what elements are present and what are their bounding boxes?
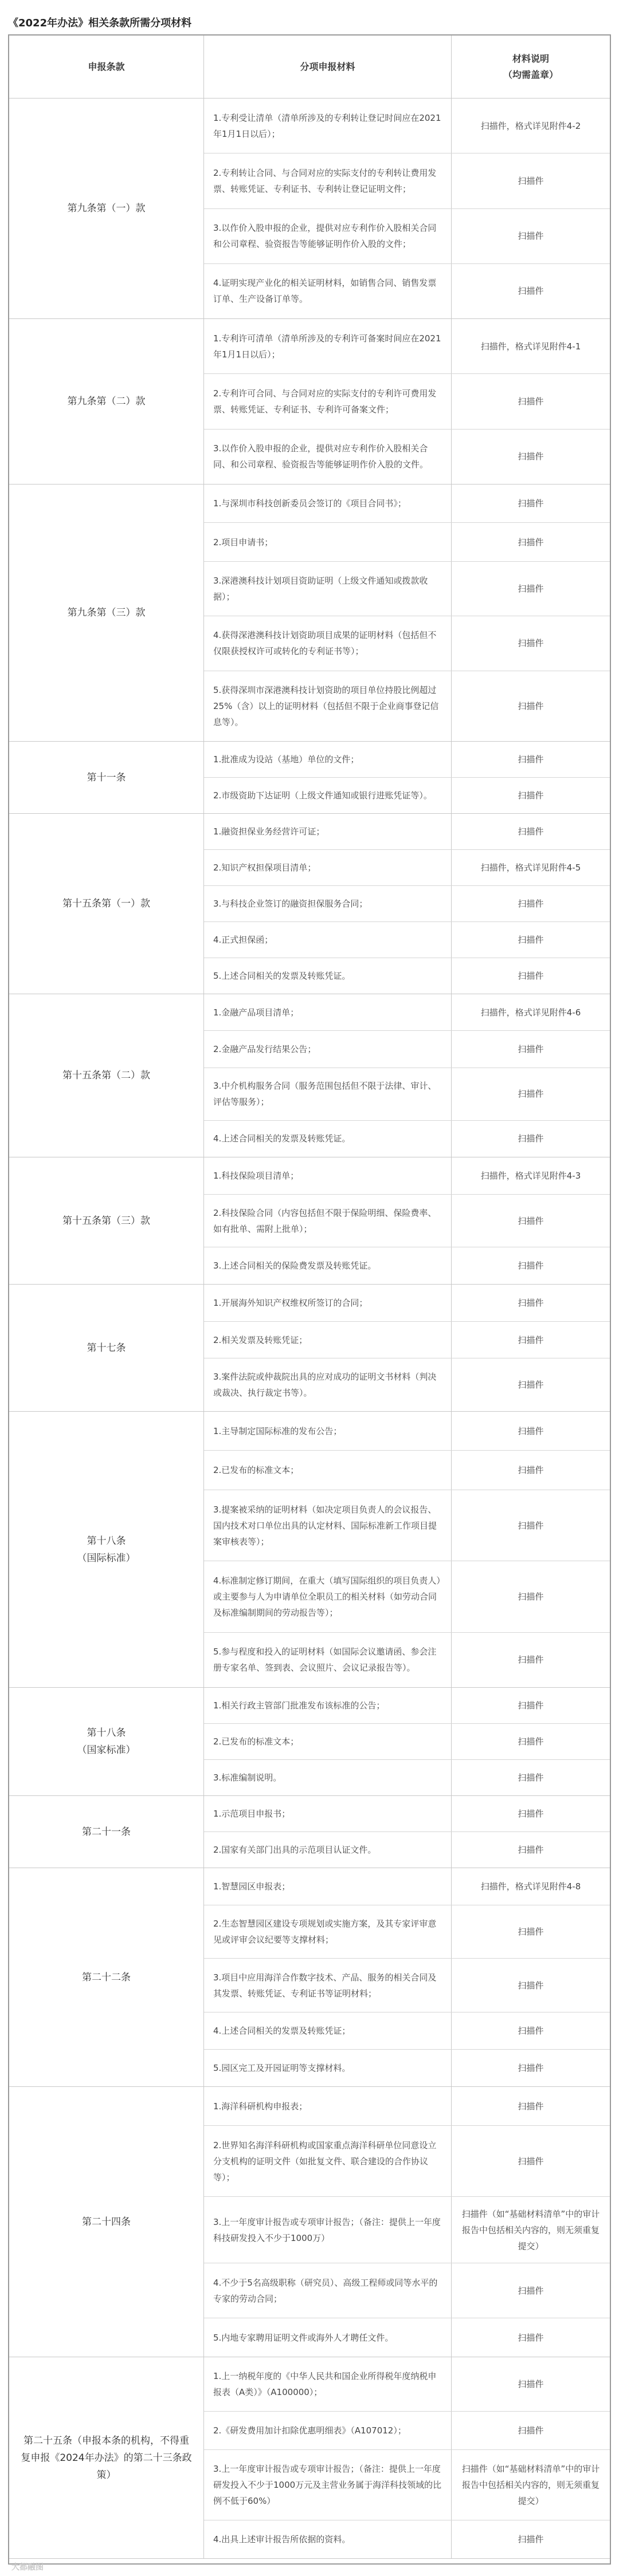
note-cell: 扫描件 xyxy=(518,2025,544,2036)
clause-items xyxy=(204,994,610,1157)
note-cell: 扫描件 xyxy=(518,1980,544,1991)
clause-group xyxy=(9,2087,610,2357)
material-cell: 2.项目申请书； xyxy=(204,523,452,561)
material-row xyxy=(204,1121,610,1157)
note-cell: 扫描件 xyxy=(518,1043,544,1054)
clause-group xyxy=(9,1796,610,1868)
material-row xyxy=(204,1688,610,1724)
material-cell: 5.参与程度和投入的证明材料（如国际会议邀请函、参会注册专家名单、签到表、会议照片、会议记录报告等）。 xyxy=(204,1633,452,1687)
note-cell: 扫描件，格式详见附件4-5 xyxy=(480,862,581,873)
header-note xyxy=(452,36,610,98)
note-cell: 扫描件 xyxy=(518,1773,544,1783)
header-note-line1: 材料说明 xyxy=(512,53,549,64)
note-cell: 扫描件（如“基础材料清单”中的审计报告中包括相关内容的，则无须重复提交） xyxy=(461,2208,600,2251)
material-row xyxy=(204,2126,610,2197)
material-row xyxy=(204,671,610,741)
material-cell: 1.上一纳税年度的《中华人民共和国企业所得税年度纳税申报表（A类）》（A100000）； xyxy=(204,2357,452,2411)
material-row xyxy=(204,1633,610,1687)
material-cell: 4.获得深港澳科技计划资助项目成果的证明材料（包括但不仅限获授权许可或转化的专利证书等）； xyxy=(204,616,452,670)
material-cell: 2.相关发票及转账凭证； xyxy=(204,1322,452,1358)
note-cell: 扫描件 xyxy=(518,1425,544,1436)
note-cell: 扫描件 xyxy=(518,2534,544,2545)
clause-items xyxy=(204,2087,610,2357)
material-row xyxy=(204,1959,610,2012)
material-cell: 1.批准成为设站（基地）单位的文件； xyxy=(204,742,452,777)
material-row xyxy=(204,1724,610,1760)
material-cell: 2.专利转让合同、与合同对应的实际支付的专利转让费用发票、转账凭证、专利证书、专利转让登记证明文件； xyxy=(204,153,452,208)
material-row xyxy=(204,1322,610,1359)
note-cell: 扫描件 xyxy=(518,451,544,462)
clause-group xyxy=(9,485,610,742)
material-row xyxy=(204,1760,610,1795)
material-row xyxy=(204,1561,610,1632)
clause-group xyxy=(9,1412,610,1688)
material-cell: 4.出具上述审计报告所依据的资料。 xyxy=(204,2520,452,2558)
material-row xyxy=(204,1285,610,1322)
material-row xyxy=(204,1490,610,1561)
material-row xyxy=(204,2520,610,2558)
material-row xyxy=(204,1247,610,1284)
note-cell: 扫描件 xyxy=(518,1736,544,1747)
material-row xyxy=(204,430,610,484)
clause-cell: 第九条第（二）款 xyxy=(9,319,204,484)
material-cell: 4.标准制定修订期间，在重大（填写国际组织的项目负责人）或主要参与人为申请单位全职员工的相关材料（如劳动合同及标准编制期间的劳动报告等）； xyxy=(204,1561,452,1632)
material-cell: 2.《研发费用加计扣除优惠明细表》（A107012）； xyxy=(204,2412,452,2449)
clause-items xyxy=(204,99,610,318)
material-cell: 3.以作价入股申报的企业，提供对应专利作价入股相关合同、和公司章程、验资报告等能够证明作价入股的文件。 xyxy=(204,430,452,484)
note-cell: 扫描件 xyxy=(518,754,544,765)
header-clause: 申报条款 xyxy=(9,36,204,98)
material-cell: 2.知识产权担保项目清单； xyxy=(204,850,452,885)
watermark-logo xyxy=(11,2561,44,2573)
material-row xyxy=(204,153,610,208)
material-cell: 1.专利许可清单（清单所涉及的专利许可备案时间应在2021年1月1日以后）； xyxy=(204,319,452,373)
material-cell: 4.上述合同相关的发票及转账凭证。 xyxy=(204,1121,452,1157)
note-cell: 扫描件 xyxy=(518,1334,544,1345)
material-cell: 1.融资担保业务经营许可证； xyxy=(204,814,452,849)
note-cell: 扫描件 xyxy=(518,1465,544,1476)
material-cell: 2.国家有关部门出具的示范项目认证文件。 xyxy=(204,1832,452,1868)
material-row xyxy=(204,778,610,813)
note-cell: 扫描件（如“基础材料清单”中的审计报告中包括相关内容的，则无须重复提交） xyxy=(461,2464,600,2506)
material-cell: 2.科技保险合同（内容包括但不限于保险明细、保险费率、如有批单、需附上批单）； xyxy=(204,1195,452,1247)
material-cell: 3.项目中应用海洋合作数字技术、产品、服务的相关合同及其发票、转账凭证、专利证书等证明材料； xyxy=(204,1959,452,2011)
note-cell: 扫描件 xyxy=(518,638,544,649)
watermark-text: 大都融图 xyxy=(11,2563,44,2572)
material-cell: 3.上述合同相关的保险费发票及转账凭证。 xyxy=(204,1247,452,1284)
material-row xyxy=(204,1157,610,1195)
material-cell: 1.示范项目申报书； xyxy=(204,1796,452,1831)
material-cell: 3.案件法院或仲裁院出具的应对成功的证明文书材料（判决或裁决、执行裁定书等）。 xyxy=(204,1358,452,1411)
clause-items xyxy=(204,1796,610,1868)
material-cell: 1.金融产品项目清单； xyxy=(204,994,452,1030)
material-row xyxy=(204,485,610,523)
note-cell: 扫描件，格式详见附件4-2 xyxy=(480,120,581,131)
material-cell: 2.金融产品发行结果公告； xyxy=(204,1031,452,1067)
note-cell: 扫描件，格式详见附件4-1 xyxy=(480,341,581,352)
material-cell: 2.专利许可合同、与合同对应的实际支付的专利许可费用发票、转账凭证、专利证书、专利许可备案文件； xyxy=(204,374,452,428)
clause-cell: 第九条第（三）款 xyxy=(9,485,204,741)
material-row xyxy=(204,2263,610,2318)
material-row xyxy=(204,2197,610,2263)
note-cell: 扫描件 xyxy=(518,2425,544,2436)
material-row xyxy=(204,1195,610,1248)
material-row xyxy=(204,814,610,850)
material-cell: 2.生态智慧园区建设专项规划或实施方案，及其专家评审意见或评审会议纪要等支撑材料； xyxy=(204,1905,452,1958)
material-row xyxy=(204,850,610,886)
note-cell: 扫描件 xyxy=(518,1297,544,1308)
clause-cell: 第十七条 xyxy=(9,1285,204,1411)
material-row xyxy=(204,616,610,671)
materials-table xyxy=(8,34,611,2565)
note-cell: 扫描件 xyxy=(518,1215,544,1226)
material-cell: 1.海洋科研机构申报表； xyxy=(204,2087,452,2125)
table-body xyxy=(9,99,610,2559)
material-row xyxy=(204,886,610,922)
clause-items xyxy=(204,1688,610,1795)
note-cell: 扫描件 xyxy=(518,286,544,297)
clause-group xyxy=(9,1688,610,1796)
note-cell: 扫描件 xyxy=(518,1089,544,1100)
material-cell: 5.上述合同相关的发票及转账凭证。 xyxy=(204,958,452,994)
clause-items xyxy=(204,1285,610,1411)
material-cell: 3.以作价入股申报的企业，提供对应专利作价入股相关合同和公司章程、验资报告等能够证明作价入股的文件； xyxy=(204,209,452,263)
note-cell: 扫描件 xyxy=(518,935,544,945)
material-cell: 4.正式担保函； xyxy=(204,922,452,958)
material-row xyxy=(204,2318,610,2357)
material-row xyxy=(204,1412,610,1451)
clause-cell: 第十五条第（一）款 xyxy=(9,814,204,994)
page-title: 《2022年办法》相关条款所需分项材料 xyxy=(8,17,192,29)
clause-cell: 第二十五条（申报本条的机构，不得重复申报《2024年办法》的第二十三条政策） xyxy=(9,2357,204,2558)
note-cell: 扫描件 xyxy=(518,2062,544,2073)
material-row xyxy=(204,1905,610,1959)
header-note-line2: （均需盖章） xyxy=(503,69,558,80)
table-header-row xyxy=(9,36,610,99)
material-cell: 5.园区完工及开园证明等支撑材料。 xyxy=(204,2050,452,2086)
note-cell: 扫描件 xyxy=(518,1927,544,1937)
clause-items xyxy=(204,1157,610,1284)
note-cell: 扫描件 xyxy=(518,1520,544,1531)
material-cell: 1.开展海外知识产权维权所签订的合同； xyxy=(204,1285,452,1321)
clause-cell: 第十五条第（二）款 xyxy=(9,994,204,1157)
header-material: 分项申报材料 xyxy=(204,36,452,98)
note-cell: 扫描件 xyxy=(518,1655,544,1665)
material-row xyxy=(204,1451,610,1490)
clause-group xyxy=(9,319,610,485)
note-cell: 扫描件 xyxy=(518,971,544,981)
material-cell: 1.科技保险项目清单； xyxy=(204,1157,452,1194)
note-cell: 扫描件 xyxy=(518,2156,544,2167)
material-cell: 2.已发布的标准文本； xyxy=(204,1724,452,1759)
material-cell: 3.与科技企业签订的融资担保服务合同； xyxy=(204,886,452,921)
material-cell: 3.中介机构服务合同（服务范围包括但不限于法律、审计、评估等服务）； xyxy=(204,1068,452,1120)
note-cell: 扫描件 xyxy=(518,1591,544,1602)
clause-cell: 第二十一条 xyxy=(9,1796,204,1868)
clause-group xyxy=(9,1285,610,1412)
note-cell: 扫描件 xyxy=(518,231,544,242)
note-cell: 扫描件 xyxy=(518,899,544,909)
note-cell: 扫描件 xyxy=(518,826,544,837)
note-cell: 扫描件 xyxy=(518,498,544,509)
note-cell: 扫描件 xyxy=(518,175,544,186)
clause-group xyxy=(9,2357,610,2559)
note-cell: 扫描件 xyxy=(518,790,544,801)
clause-cell: 第十五条第（三）款 xyxy=(9,1157,204,1284)
material-row xyxy=(204,562,610,616)
material-cell: 4.上述合同相关的发票及转账凭证； xyxy=(204,2012,452,2049)
material-cell: 1.智慧园区申报表； xyxy=(204,1868,452,1905)
material-row xyxy=(204,264,610,318)
material-row xyxy=(204,374,610,429)
clause-group xyxy=(9,99,610,319)
note-cell: 扫描件 xyxy=(518,1809,544,1819)
note-cell: 扫描件 xyxy=(518,537,544,548)
material-cell: 1.专利受让清单（清单所涉及的专利转让登记时间应在2021年1月1日以后）； xyxy=(204,99,452,153)
material-row xyxy=(204,99,610,153)
clause-items xyxy=(204,1412,610,1687)
clause-group xyxy=(9,814,610,994)
clause-group xyxy=(9,994,610,1157)
material-row xyxy=(204,209,610,264)
material-cell: 4.不少于5名高级职称（研究员）、高级工程师或同等水平的专家的劳动合同； xyxy=(204,2263,452,2318)
material-cell: 3.上一年度审计报告或专项审计报告；（备注：提供上一年度研发投入不少于1000万元及主营业务属于海洋科技领域的比例不低于60%） xyxy=(204,2450,452,2520)
material-row xyxy=(204,1358,610,1411)
material-cell: 4.证明实现产业化的相关证明材料，如销售合同、销售发票订单、生产设备订单等。 xyxy=(204,264,452,318)
material-cell: 1.主导制定国际标准的发布公告； xyxy=(204,1412,452,1450)
note-cell: 扫描件 xyxy=(518,2285,544,2296)
material-row xyxy=(204,742,610,778)
material-row xyxy=(204,994,610,1031)
material-row xyxy=(204,1868,610,1905)
material-cell: 2.世界知名海洋科研机构或国家重点海洋科研单位同意设立分支机构的证明文件（如批复文件、联合建设的合作协议等）； xyxy=(204,2126,452,2196)
note-cell: 扫描件 xyxy=(518,700,544,711)
clause-items xyxy=(204,1868,610,2086)
material-row xyxy=(204,1832,610,1868)
material-cell: 2.已发布的标准文本； xyxy=(204,1451,452,1489)
clause-cell: 第九条第（一）款 xyxy=(9,99,204,318)
note-cell: 扫描件 xyxy=(518,396,544,407)
material-row xyxy=(204,2087,610,2126)
note-cell: 扫描件 xyxy=(518,1133,544,1144)
note-cell: 扫描件 xyxy=(518,2332,544,2343)
material-cell: 1.相关行政主管部门批准发布该标准的公告； xyxy=(204,1688,452,1723)
note-cell: 扫描件 xyxy=(518,1261,544,1271)
clause-cell: 第二十四条 xyxy=(9,2087,204,2357)
clause-cell: 第十一条 xyxy=(9,742,204,813)
material-cell: 5.获得深圳市深港澳科技计划资助的项目单位持股比例超过25%（含）以上的证明材料（包括但不限于企业商事登记信息等）。 xyxy=(204,671,452,741)
material-cell: 5.内地专家聘用证明文件或海外人才聘任文件。 xyxy=(204,2318,452,2357)
material-row xyxy=(204,523,610,561)
clause-group xyxy=(9,1157,610,1285)
clause-cell: 第二十二条 xyxy=(9,1868,204,2086)
note-cell: 扫描件 xyxy=(518,1380,544,1391)
material-cell: 2.市级资助下达证明（上级文件通知或银行进账凭证等）。 xyxy=(204,778,452,813)
note-cell: 扫描件，格式详见附件4-8 xyxy=(480,1881,581,1892)
material-row xyxy=(204,2357,610,2412)
material-row xyxy=(204,1068,610,1121)
material-cell: 3.提案被采纳的证明材料（如决定项目负责人的会议报告、国内技术对口单位出具的认定材料、国际标准新工作项目提案审核表等）； xyxy=(204,1490,452,1561)
material-cell: 3.标准编制说明。 xyxy=(204,1760,452,1795)
clause-items xyxy=(204,485,610,741)
clause-cell: 第十八条 （国家标准） xyxy=(9,1688,204,1795)
note-cell: 扫描件 xyxy=(518,2379,544,2389)
clause-group xyxy=(9,742,610,814)
note-cell: 扫描件 xyxy=(518,2101,544,2112)
material-row xyxy=(204,2412,610,2450)
note-cell: 扫描件 xyxy=(518,584,544,594)
material-row xyxy=(204,922,610,958)
material-cell: 3.上一年度审计报告或专项审计报告；（备注：提供上一年度科技研发投入不少于1000万） xyxy=(204,2197,452,2263)
material-row xyxy=(204,1796,610,1832)
note-cell: 扫描件，格式详见附件4-3 xyxy=(480,1170,581,1181)
material-row xyxy=(204,319,610,374)
clause-cell: 第十八条 （国际标准） xyxy=(9,1412,204,1687)
material-row xyxy=(204,958,610,994)
note-cell: 扫描件，格式详见附件4-6 xyxy=(480,1007,581,1018)
clause-items xyxy=(204,319,610,484)
material-cell: 3.深港澳科技计划项目资助证明（上级文件通知或拨款收据）； xyxy=(204,562,452,616)
note-cell: 扫描件 xyxy=(518,1700,544,1711)
material-row xyxy=(204,2012,610,2050)
material-row xyxy=(204,2050,610,2086)
clause-items xyxy=(204,742,610,813)
clause-group xyxy=(9,1868,610,2087)
material-cell: 1.与深圳市科技创新委员会签订的《项目合同书》； xyxy=(204,485,452,522)
clause-items xyxy=(204,814,610,994)
material-row xyxy=(204,2450,610,2520)
material-row xyxy=(204,1031,610,1068)
note-cell: 扫描件 xyxy=(518,1845,544,1855)
clause-items xyxy=(204,2357,610,2558)
